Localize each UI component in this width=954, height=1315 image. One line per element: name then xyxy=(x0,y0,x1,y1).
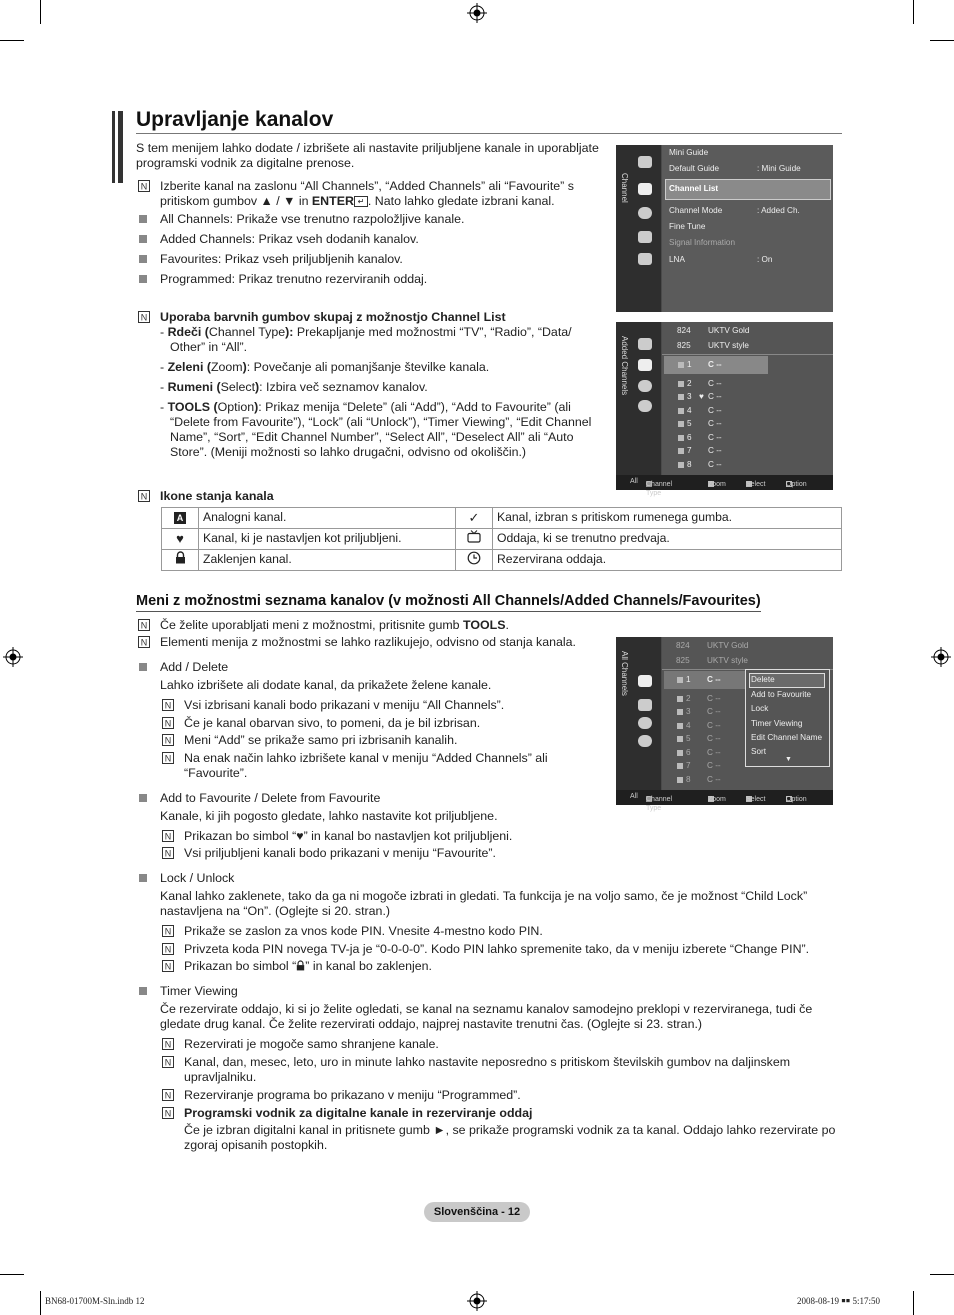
option-text: nastavljena na “On”. (Oglejte si 20. stran.) xyxy=(160,904,391,918)
svg-text:N: N xyxy=(164,926,172,937)
channel-row[interactable]: 5 xyxy=(677,734,691,744)
note-icon xyxy=(138,180,150,192)
menu-item-fine-tune[interactable]: Fine Tune xyxy=(669,222,706,231)
note-icon xyxy=(138,636,150,648)
crop-mark xyxy=(930,40,954,41)
icon-table xyxy=(161,507,842,571)
channel-label: C -- xyxy=(708,419,722,428)
footer-timestamp: 2008-08-19 ￭￭ 5:17:50 xyxy=(797,1296,880,1306)
note-text: Meni “Add” se prikaže samo pri izbrisanih kanalih. xyxy=(184,733,458,747)
note-text: Prikaže se zaslon za vnos kode PIN. Vnesite 4-mestno kodo PIN. xyxy=(184,924,543,938)
note-icon xyxy=(162,752,174,764)
svg-text:N: N xyxy=(140,491,148,502)
menu-item-lna[interactable]: LNA xyxy=(669,255,685,264)
picture-icon xyxy=(638,156,652,168)
menu-item-default-guide[interactable]: Default Guide xyxy=(669,164,720,173)
registration-mark-icon xyxy=(3,647,23,667)
bullet-square xyxy=(139,663,147,671)
svg-text:N: N xyxy=(164,700,172,711)
note-text: Na enak način lahko izbrišete kanal v meniju “Added Channels” ali xyxy=(184,751,548,765)
menu-item-channel-mode-value: : Added Ch. xyxy=(757,206,800,215)
color-buttons-heading: Uporaba barvnih gumbov skupaj z možnostjo Channel List xyxy=(160,310,506,324)
channel-row[interactable]: 8 xyxy=(678,460,692,470)
option-timer-viewing[interactable]: Timer Viewing xyxy=(751,719,803,728)
menu-item-channel-mode[interactable]: Channel Mode xyxy=(669,206,723,215)
note-icon xyxy=(162,830,174,842)
registration-mark-icon xyxy=(467,1291,487,1311)
menu-item-lna-value: : On xyxy=(757,255,773,264)
list-item: Programmed: Prikaz trenutno rezerviranih oddaj. xyxy=(160,272,428,286)
svg-text:N: N xyxy=(140,637,148,648)
table-row: ♥ Kanal, ki je nastavljen kot priljubljeni. Oddaja, ki se trenutno predvaja. xyxy=(162,529,842,550)
crop-mark xyxy=(40,0,41,24)
svg-text:N: N xyxy=(164,1039,172,1050)
note-text: Če želite uporabljati meni z možnostmi, pritisnite gumb TOOLS. xyxy=(160,618,509,632)
note-icon xyxy=(162,1056,174,1068)
option-text: Kanale, ki jih pogosto gledate, lahko nastavite kot priljubljene. xyxy=(160,809,498,823)
option-heading: Add / Delete xyxy=(160,660,229,674)
channel-label: C -- xyxy=(708,446,722,455)
heart-icon: ♥ xyxy=(162,529,199,550)
channel-row[interactable]: 4 xyxy=(678,406,692,416)
channel-label: C -- xyxy=(707,734,721,743)
note-icon xyxy=(162,960,174,972)
channel-label: C -- xyxy=(708,392,722,401)
channel-label: C -- xyxy=(708,379,722,388)
added-channels-icon xyxy=(638,359,652,371)
note-icon xyxy=(162,699,174,711)
footer-all: All xyxy=(630,478,638,485)
screen-footer: All Channel Type Zoom Select Option xyxy=(616,790,833,805)
all-channels-icon xyxy=(638,675,652,687)
channel-label: C -- xyxy=(707,775,721,784)
channel-number: 824 xyxy=(677,326,691,335)
checkmark-icon: ✓ xyxy=(456,508,493,529)
enter-icon: ↵ xyxy=(354,196,368,207)
heart-icon: ♥ xyxy=(699,392,704,401)
list-item: Favourites: Prikaz vseh priljubljenih kanalov. xyxy=(160,252,403,266)
footer-all: All xyxy=(630,793,638,800)
favourite-heart-icon xyxy=(638,717,652,729)
title-rule xyxy=(136,133,842,134)
scroll-down-arrow-icon[interactable]: ▼ xyxy=(785,756,792,763)
list-item: All Channels: Prikaže vse trenutno razpoložljive kanale. xyxy=(160,212,465,226)
registration-mark-icon xyxy=(931,647,951,667)
icons-heading: Ikone stanja kanala xyxy=(160,489,274,503)
screen-side-label: All Channels xyxy=(620,651,629,696)
svg-text:N: N xyxy=(164,753,172,764)
bullet-square xyxy=(139,874,147,882)
setup-gear-icon xyxy=(638,207,652,219)
lock-icon xyxy=(162,550,199,571)
added-channels-icon xyxy=(638,699,652,711)
channel-label: C -- xyxy=(707,748,721,757)
option-heading: Timer Viewing xyxy=(160,984,238,998)
channel-number: 825 xyxy=(677,341,691,350)
svg-text:N: N xyxy=(140,312,148,323)
svg-text:N: N xyxy=(164,944,172,955)
lock-icon xyxy=(296,960,305,971)
note-icon xyxy=(138,490,150,502)
channel-label: C -- xyxy=(708,360,722,369)
channel-separator xyxy=(662,354,833,355)
note-text: Vsi izbrisani kanali bodo prikazani v meniju “All Channels”. xyxy=(184,698,505,712)
channel-menu-screen xyxy=(616,145,833,312)
programmed-clock-icon xyxy=(638,735,652,747)
svg-text:N: N xyxy=(140,181,148,192)
channel-row[interactable]: 3 xyxy=(677,707,691,717)
svg-text:N: N xyxy=(164,735,172,746)
option-sort[interactable]: Sort xyxy=(751,747,767,756)
bullet-square xyxy=(139,275,147,283)
note-text: Kanal, dan, mesec, leto, uro in minute lahko nastavite neposredno s pritiskom številskih gumbov na daljinskem xyxy=(184,1055,791,1069)
note-heading: Programski vodnik za digitalne kanale in rezerviranje oddaj xyxy=(184,1106,533,1120)
channel-row[interactable]: 3 xyxy=(678,392,692,402)
note-text: Vsi priljubljeni kanali bodo prikazani v meniju “Favourite”. xyxy=(184,846,496,860)
crop-mark xyxy=(913,1291,914,1315)
analog-icon: A xyxy=(162,508,199,529)
footer-file-info: BN68-01700M-Sln.indb 12 xyxy=(45,1296,145,1306)
note-text: Prikazan bo simbol “ ” in kanal bo zaklenjen. xyxy=(184,959,432,973)
note-icon xyxy=(162,1089,174,1101)
channel-row[interactable]: 2 xyxy=(678,379,692,389)
programmed-clock-icon xyxy=(638,400,652,412)
option-lock[interactable]: Lock xyxy=(751,704,769,713)
tools-button-text: Name”, “Sort”, “Edit Channel Number”, “Select All”, “Deselect All” ali “Auto xyxy=(170,430,574,444)
sound-icon xyxy=(638,183,652,195)
option-text: gledate drug kanal. Če želite rezervirati oddajo, najprej nastavite trenutni čas. (Oglejte si 23. stran.) xyxy=(160,1017,703,1031)
note-icon xyxy=(162,734,174,746)
note-text: Rezerviranje programa bo prikazano v meniju “Programmed”. xyxy=(184,1088,521,1102)
red-button-text: - Rdeči (Channel Type): Prekapljanje med možnostmi “TV”, “Radio”, “Data/ xyxy=(160,325,572,339)
table-row: Zaklenjen kanal. Rezervirana oddaja. xyxy=(162,550,842,571)
channel-number: 825 xyxy=(676,656,690,665)
channel-row[interactable]: 4 xyxy=(677,721,691,731)
crop-mark xyxy=(0,1274,24,1275)
option-heading: Add to Favourite / Delete from Favourite xyxy=(160,791,381,805)
option-add-to-favourite[interactable]: Add to Favourite xyxy=(751,690,812,699)
channel-label: C -- xyxy=(707,707,721,716)
note-text: Izberite kanal na zaslonu “All Channels”, “Added Channels” ali “Favourite” s xyxy=(160,179,574,193)
tv-icon xyxy=(456,529,493,550)
option-edit-channel-name[interactable]: Edit Channel Name xyxy=(751,733,822,742)
added-channels-screen xyxy=(616,322,833,497)
note-text: Elementi menija z možnostmi se lahko razlikujejo, odvisno od stanja kanala. xyxy=(160,635,576,649)
green-button-text: - Zeleni (Zoom): Povečanje ali pomanjšanje številke kanala. xyxy=(160,360,490,374)
svg-text:N: N xyxy=(140,620,148,631)
bullet-square xyxy=(139,987,147,995)
note-text: “Favourite”. xyxy=(184,766,248,780)
screen-side-label: Added Channels xyxy=(620,336,629,396)
channel-number: 824 xyxy=(676,641,690,650)
menu-item-channel-list-label: Channel List xyxy=(669,184,719,193)
note-icon xyxy=(138,619,150,631)
option-delete[interactable]: Delete xyxy=(751,675,775,684)
note-icon xyxy=(162,925,174,937)
clock-icon xyxy=(456,550,493,571)
svg-text:N: N xyxy=(164,831,172,842)
option-menu xyxy=(745,669,830,767)
all-channels-screen xyxy=(616,637,833,812)
channel-row[interactable]: 5 xyxy=(678,419,692,429)
menu-item-mini-guide[interactable]: Mini Guide xyxy=(669,148,709,157)
section-title: Meni z možnostmi seznama kanalov (v možnosti All Channels/Added Channels/Favourites) xyxy=(136,592,761,612)
registration-mark-icon xyxy=(467,3,487,23)
all-channels-icon xyxy=(638,338,652,350)
note-icon xyxy=(138,311,150,323)
channel-row[interactable]: 1 xyxy=(677,675,691,685)
channel-row[interactable]: 2 xyxy=(677,694,691,704)
channel-row[interactable]: 1 xyxy=(678,360,692,370)
screen-side-label: Channel xyxy=(620,173,629,203)
note-text: Če je kanal obarvan sivo, to pomeni, da je bil izbrisan. xyxy=(184,716,481,730)
crop-mark xyxy=(913,0,914,24)
note-icon xyxy=(162,1038,174,1050)
menu-item-default-guide-value: : Mini Guide xyxy=(757,164,801,173)
table-row: A Analogni kanal. ✓ Kanal, izbran s pritiskom rumenega gumba. xyxy=(162,508,842,529)
application-icon xyxy=(638,253,652,265)
option-text: Če rezervirate oddajo, ki si jo želite ogledati, se kanal na seznamu kanalov samodejno preklopi v rezerviranega, tudi če xyxy=(160,1002,813,1016)
tools-button-text: “Delete from Favourite”), “Lock” (ali “Unlock”), “Timer Viewing”, “Edit Channel xyxy=(170,415,592,429)
channel-row[interactable]: 7 xyxy=(677,761,691,771)
favourite-heart-icon xyxy=(638,380,652,392)
note-icon xyxy=(162,717,174,729)
channel-name: UKTV style xyxy=(708,341,749,350)
channel-name: UKTV style xyxy=(707,656,748,665)
svg-text:N: N xyxy=(164,718,172,729)
intro-text: S tem menijem lahko dodate / izbrišete ali nastavite priljubljene kanale in uporabljate programski vodnik za digitalne prenose. xyxy=(136,141,599,170)
svg-text:N: N xyxy=(164,848,172,859)
channel-label: C -- xyxy=(707,675,721,684)
bullet-square xyxy=(139,235,147,243)
note-icon xyxy=(162,847,174,859)
page-title: Upravljanje kanalov xyxy=(136,108,334,131)
svg-text:N: N xyxy=(164,1090,172,1101)
note-text: Prikazan bo simbol “♥” in kanal bo nastavljen kot priljubljeni. xyxy=(184,829,513,843)
note-text: Rezervirati je mogoče samo shranjene kanale. xyxy=(184,1037,439,1051)
channel-label: C -- xyxy=(707,694,721,703)
note-text: upravljalniku. xyxy=(184,1070,257,1084)
yellow-button-text: - Rumeni (Select): Izbira več seznamov kanalov. xyxy=(160,380,428,394)
bullet-square xyxy=(139,794,147,802)
svg-text:N: N xyxy=(164,1057,172,1068)
screen-sidebar xyxy=(616,145,661,312)
option-text: Kanal lahko zaklenete, tako da ga ni mogoče izbrati in gledati. Ta funkcija je na voljo samo, če je možnost “Child Lock” xyxy=(160,889,808,903)
channel-label: C -- xyxy=(707,761,721,770)
channel-name: UKTV Gold xyxy=(707,641,749,650)
crop-mark xyxy=(40,1291,41,1315)
list-item: Added Channels: Prikaz vseh dodanih kanalov. xyxy=(160,232,419,246)
channel-row[interactable]: 6 xyxy=(678,433,692,443)
red-button-text: Other” in “All”. xyxy=(170,340,248,354)
crop-mark xyxy=(0,40,24,41)
channel-name: UKTV Gold xyxy=(708,326,750,335)
input-icon xyxy=(638,231,652,243)
channel-label: C -- xyxy=(707,721,721,730)
channel-row[interactable]: 6 xyxy=(677,748,691,758)
note-icon xyxy=(162,1107,174,1119)
menu-item-signal-info[interactable]: Signal Information xyxy=(669,238,735,247)
note-text: zgoraj opisanih postopkih. xyxy=(184,1138,328,1152)
channel-row[interactable]: 8 xyxy=(677,775,691,785)
option-text: Lahko izbrišete ali dodate kanal, da prikažete želene kanale. xyxy=(160,678,492,692)
bullet-square xyxy=(139,255,147,263)
accent-bar xyxy=(118,111,123,183)
channel-label: C -- xyxy=(708,406,722,415)
accent-bar xyxy=(112,111,115,183)
note-text: Če je izbran digitalni kanal in pritisnete gumb ►, se prikaže programski vodnik za ta kanal. Oddajo lahko rezervirate po xyxy=(184,1123,836,1137)
screen-footer: All Channel Type Zoom Select Option xyxy=(616,475,833,490)
channel-label: C -- xyxy=(708,460,722,469)
note-icon xyxy=(162,943,174,955)
crop-mark xyxy=(930,1274,954,1275)
tools-button-text: Store”. (Meniji možnosti so lahko drugačni, odvisno od okoliščin.) xyxy=(170,445,527,459)
page-number-badge: Slovenščina - 12 xyxy=(424,1202,530,1222)
note-text: pritiskom gumbov ▲ / ▼ in ENTER ↵ . Nato lahko gledate izbrani kanal. xyxy=(160,194,555,208)
tools-button-text: - TOOLS (Option): Prikaz menija “Delete” (ali “Add”), “Add to Favourite” (ali xyxy=(160,400,571,414)
option-heading: Lock / Unlock xyxy=(160,871,235,885)
svg-text:N: N xyxy=(164,1108,172,1119)
bullet-square xyxy=(139,215,147,223)
channel-row[interactable]: 7 xyxy=(678,446,692,456)
note-text: Privzeta koda PIN novega TV-ja je “0-0-0-0”. Kodo PIN lahko spremenite tako, da v meniju izberete “Change PIN”. xyxy=(184,942,810,956)
svg-text:N: N xyxy=(164,961,172,972)
channel-label: C -- xyxy=(708,433,722,442)
